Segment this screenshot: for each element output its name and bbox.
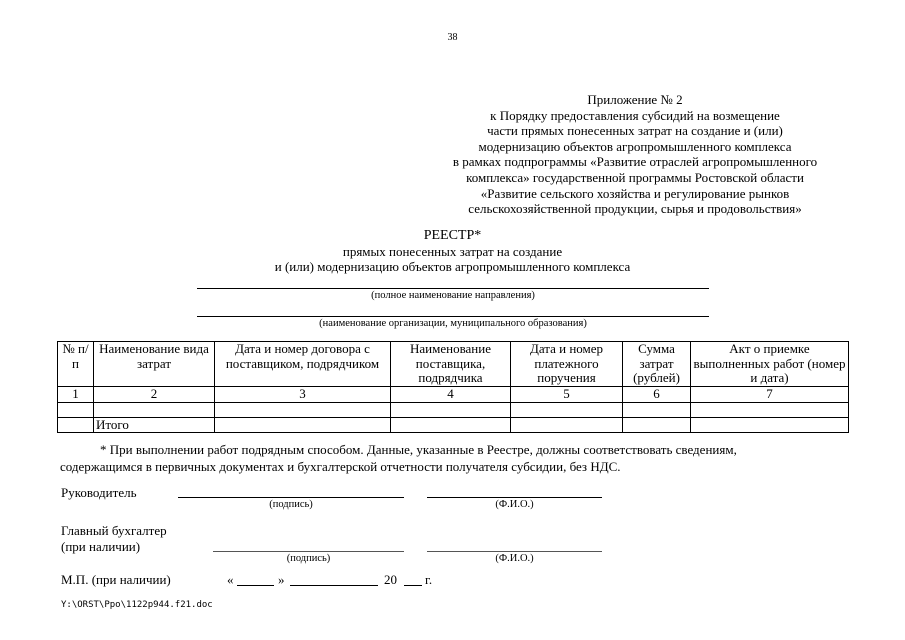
table-cell (58, 417, 94, 433)
header-cell: Наименование вида затрат (94, 342, 215, 387)
register-subtitle-line: и (или) модернизацию объектов агропромышленного комплекса (274, 258, 631, 274)
table-cell (391, 417, 511, 433)
table-cell (511, 417, 623, 433)
column-number-cell: 2 (94, 387, 215, 403)
date-year-suffix: г. (425, 572, 433, 587)
organization-caption: (наименование организации, муниципального образования) (319, 318, 587, 329)
table-cell (511, 402, 623, 417)
column-number-cell: 6 (623, 387, 691, 403)
head-label: Руководитель (61, 485, 137, 500)
head-signature-caption: (подпись) (269, 499, 313, 510)
date-day-line (237, 585, 274, 586)
organization-blank-line (197, 316, 709, 317)
appendix-header (400, 92, 870, 217)
appendix-line: модернизацию объектов агропромышленного комплекса (478, 138, 792, 154)
accountant-signature-line (213, 551, 404, 552)
date-open-quote: « (227, 572, 234, 587)
appendix-line: Приложение № 2 (587, 92, 683, 107)
page-number: 38 (447, 32, 458, 43)
head-fio-caption: (Ф.И.О.) (495, 499, 534, 510)
header-cell: Дата и номер договора с поставщиком, подрядчиком (215, 342, 391, 387)
footer-file-path: Y:\ORST\Ppo\1122p944.f21.doc (61, 600, 213, 610)
header-cell: Дата и номер платежного поручения (511, 342, 623, 387)
accountant-fio-caption: (Ф.И.О.) (495, 553, 534, 564)
direction-caption: (полное наименование направления) (371, 290, 535, 301)
appendix-line: части прямых понесенных затрат на создание и (или) (487, 123, 783, 139)
column-number-row (58, 387, 849, 403)
table-cell (215, 402, 391, 417)
table-cell (215, 417, 391, 433)
direction-blank-line (197, 288, 709, 289)
stamp-label: М.П. (при наличии) (61, 572, 171, 587)
register-subtitle-line: прямых понесенных затрат на создание (342, 244, 563, 259)
footnote-line: содержащимся в первичных документах и бухгалтерской отчетности получателя субсидии, без НДС. (60, 459, 621, 474)
table-cell (623, 417, 691, 433)
table-header-row (58, 342, 849, 387)
table-row (58, 402, 849, 417)
column-number-cell: 5 (511, 387, 623, 403)
accountant-fio-line (427, 551, 602, 552)
register-subtitle (0, 245, 905, 274)
table-cell (58, 402, 94, 417)
register-title: РЕЕСТР* (423, 228, 482, 243)
header-cell: Наименование поставщика, подрядчика (391, 342, 511, 387)
table-cell (391, 402, 511, 417)
table-cell (691, 417, 849, 433)
table-cell (691, 402, 849, 417)
column-number-cell: 7 (691, 387, 849, 403)
footnote-line: * При выполнении работ подрядным способом. Данные, указанные в Реестре, должны соответствовать сведениям, (100, 442, 737, 457)
table-cell (623, 402, 691, 417)
date-month-line (290, 585, 378, 586)
appendix-line: сельскохозяйственной продукции, сырья и продовольствия» (468, 201, 802, 217)
accountant-label: Главный бухгалтер (61, 523, 167, 538)
table-cell (94, 402, 215, 417)
header-cell: Сумма затрат (рублей) (623, 342, 691, 387)
column-number-cell: 1 (58, 387, 94, 403)
header-cell: № п/п (58, 342, 94, 387)
footnote (60, 441, 850, 475)
date-year-line (404, 585, 422, 586)
accountant-label-note: (при наличии) (61, 539, 141, 554)
total-label: Итого (94, 417, 215, 433)
appendix-line: к Порядку предоставления субсидий на возмещение (490, 107, 780, 123)
head-fio-line (427, 497, 602, 498)
appendix-line: в рамках подпрограммы «Развитие отраслей агропромышленного (452, 154, 818, 170)
accountant-signature-caption: (подпись) (286, 553, 331, 564)
column-number-cell: 3 (215, 387, 391, 403)
date-close-quote: » (278, 572, 285, 587)
register-table (57, 341, 849, 433)
header-cell: Акт о приемке выполненных работ (номер и дата) (691, 342, 849, 387)
appendix-line: «Развитие сельского хозяйства и регулирование рынков (480, 185, 790, 201)
date-year-prefix: 20 (384, 572, 397, 587)
head-signature-line (178, 497, 404, 498)
total-row (58, 417, 849, 433)
appendix-line: комплекса» государственной программы Ростовской области (466, 169, 804, 185)
column-number-cell: 4 (391, 387, 511, 403)
